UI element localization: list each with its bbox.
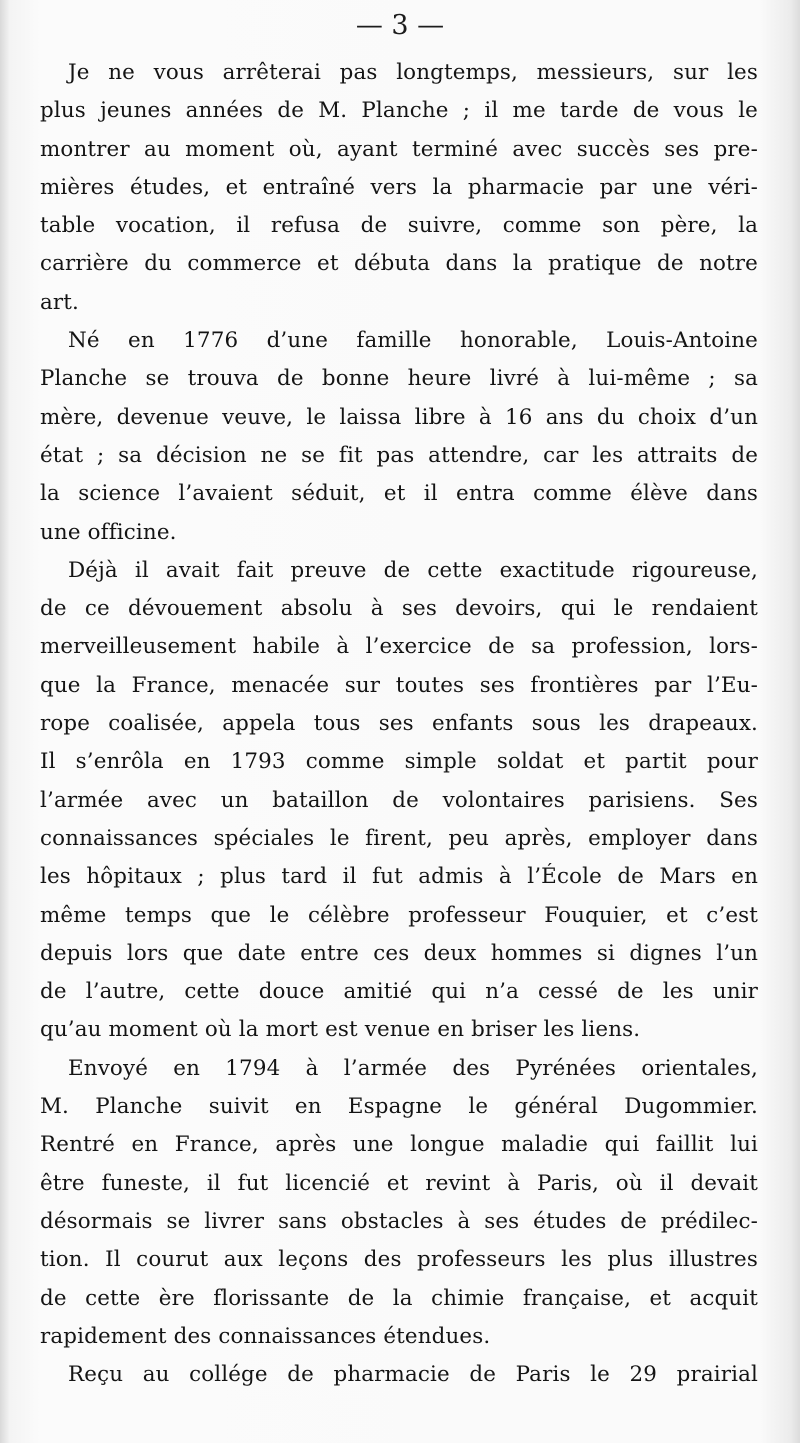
text-line: table vocation, il refusa de suivre, comme son père, la (40, 213, 758, 239)
text-line: que la France, menacée sur toutes ses frontières par l’Eu- (40, 672, 758, 698)
text-line: Rentré en France, après une longue maladie qui faillit lui (40, 1132, 758, 1158)
text-line: connaissances spéciales le firent, peu après, employer dans (40, 825, 758, 851)
text-line: tion. Il courut aux leçons des professeurs les plus illustres (40, 1247, 758, 1273)
paragraph-5 (40, 1356, 758, 1394)
text-line: les hôpitaux ; plus tard il fut admis à l’École de Mars en (40, 864, 758, 890)
text-line: rapidement des connaissances étendues. (40, 1323, 491, 1349)
text-line: désormais se livrer sans obstacles à ses études de prédilec- (40, 1208, 758, 1234)
paragraph-2 (40, 322, 758, 552)
text-line: mières études, et entraîné vers la pharmacie par une véri- (40, 174, 758, 200)
text-line: Déjà il avait fait preuve de cette exactitude rigoureuse, (68, 557, 758, 583)
text-line: carrière du commerce et débuta dans la pratique de notre (40, 251, 758, 277)
text-line: rope coalisée, appela tous ses enfants sous les drapeaux. (40, 711, 758, 737)
text-line: Né en 1776 d’une famille honorable, Louis-Antoine (68, 328, 758, 354)
text-line: M. Planche suivit en Espagne le général Dugommier. (40, 1094, 758, 1120)
text-line: la science l’avaient séduit, et il entra comme élève dans (40, 481, 758, 507)
text-line: montrer au moment où, ayant terminé avec succès ses pre- (40, 136, 758, 162)
paragraph-3 (40, 552, 758, 1050)
text-line: de l’autre, cette douce amitié qui n’a cessé de les unir (40, 979, 758, 1005)
text-line: art. (40, 289, 79, 315)
text-line: Il s’enrôla en 1793 comme simple soldat et partit pour (40, 749, 758, 775)
text-line: merveilleusement habile à l’exercice de sa profession, lors- (40, 634, 758, 660)
page-number: — 3 — (355, 10, 445, 41)
body-text (40, 54, 758, 1394)
text-line: Reçu au collége de pharmacie de Paris le 29 prairial (68, 1362, 758, 1388)
text-line: Je ne vous arrêterai pas longtemps, messieurs, sur les (68, 60, 758, 85)
text-line: même temps que le célèbre professeur Fouquier, et c’est (40, 902, 758, 928)
text-line: mère, devenue veuve, le laissa libre à 16 ans du choix d’un (40, 404, 758, 430)
text-line: Envoyé en 1794 à l’armée des Pyrénées orientales, (68, 1055, 758, 1081)
paragraph-1 (40, 54, 758, 322)
paragraph-4 (40, 1050, 758, 1356)
text-line: une officine. (40, 519, 177, 545)
text-line: état ; sa décision ne se fit pas attendre, car les attraits de (40, 442, 758, 468)
text-line: de ce dévouement absolu à ses devoirs, qui le rendaient (40, 596, 758, 622)
text-line: qu’au moment où la mort est venue en briser les liens. (40, 1017, 641, 1043)
text-line: de cette ère florissante de la chimie française, et acquit (40, 1285, 758, 1311)
text-line: plus jeunes années de M. Planche ; il me tarde de vous le (40, 98, 758, 124)
text-line: être funeste, il fut licencié et revint à Paris, où il devait (40, 1170, 758, 1196)
text-line: depuis lors que date entre ces deux hommes si dignes l’un (40, 940, 758, 966)
text-line: l’armée avec un bataillon de volontaires parisiens. Ses (40, 787, 758, 813)
text-line: Planche se trouva de bonne heure livré à lui-même ; sa (40, 366, 758, 392)
